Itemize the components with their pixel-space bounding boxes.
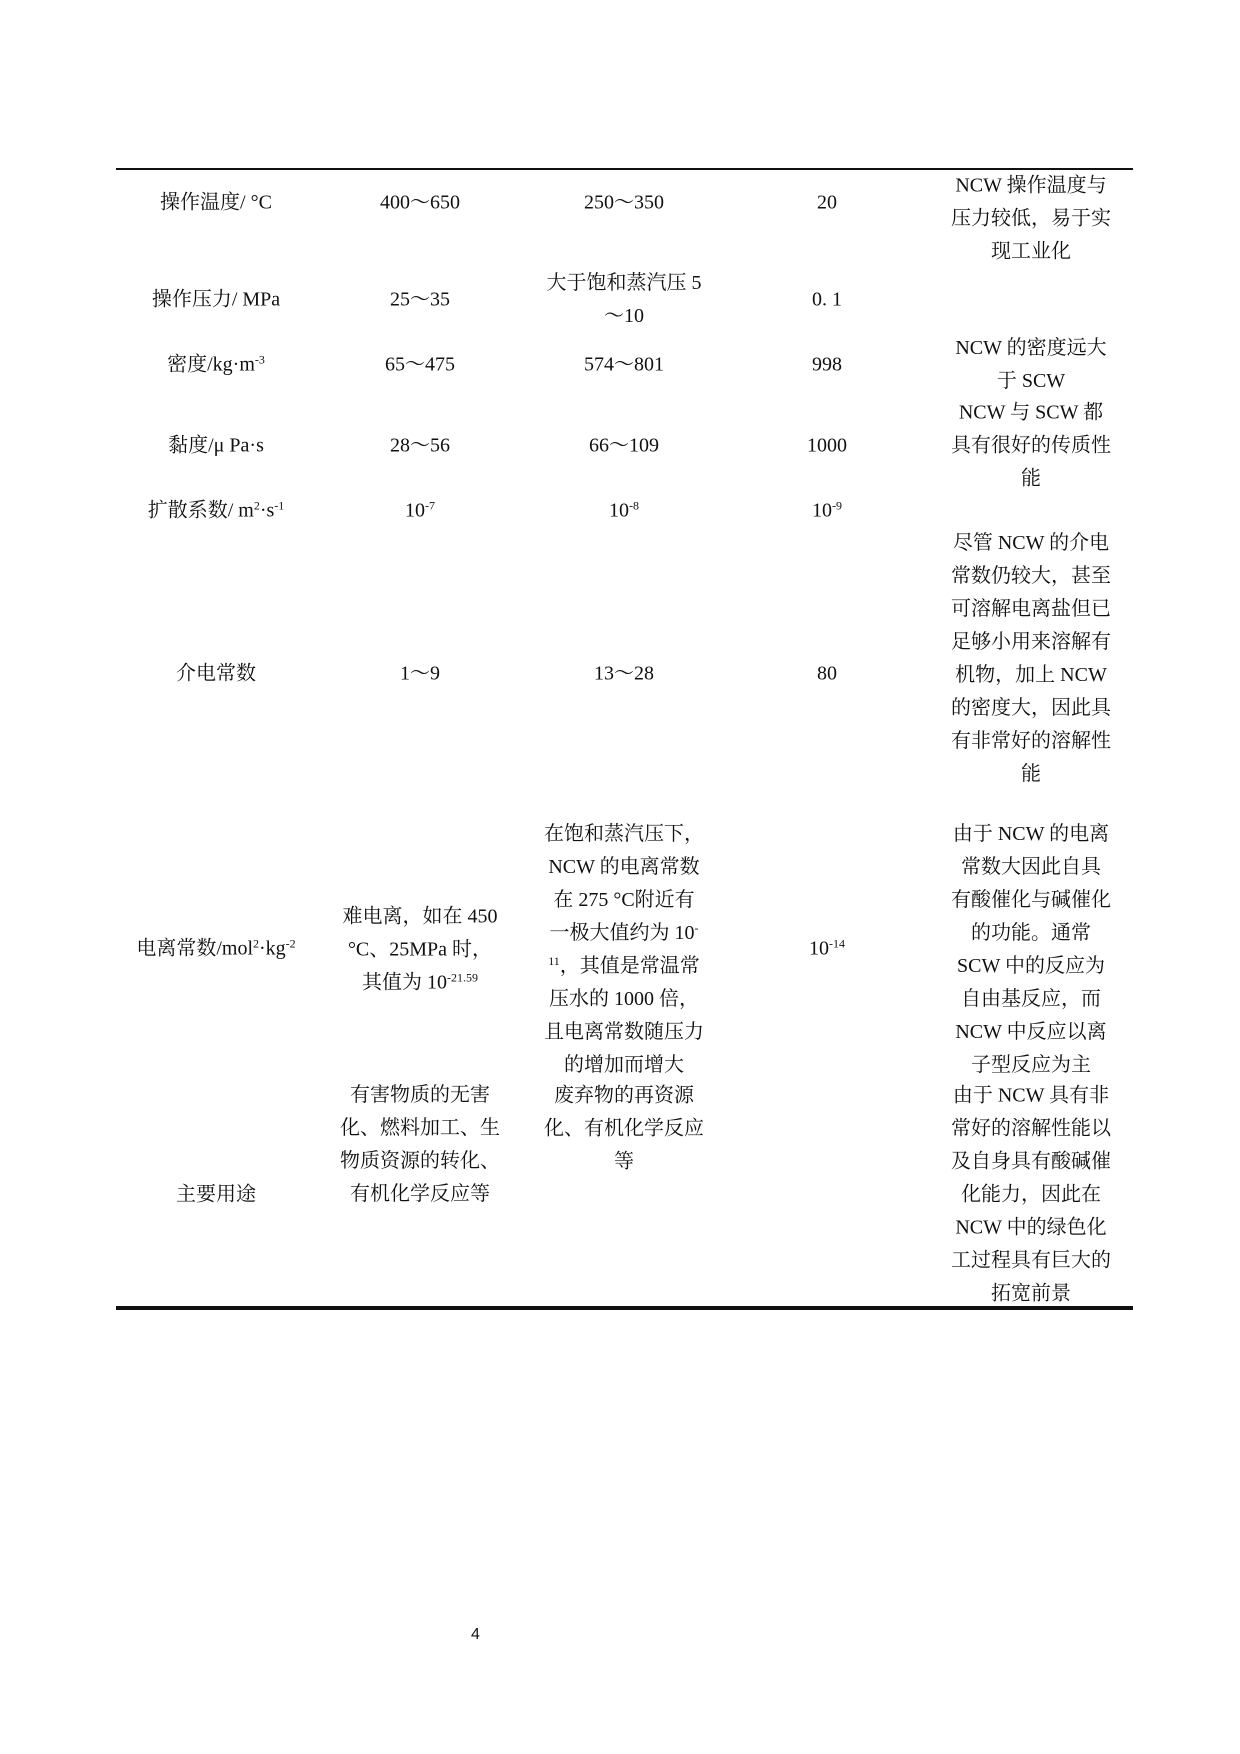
table-cell-remark xyxy=(931,1080,1131,1311)
cell-line xyxy=(320,967,520,1000)
table-cell-scw xyxy=(320,430,520,463)
cell-line xyxy=(320,495,520,528)
cell-line: 有非常好的溶解性 xyxy=(951,730,1111,752)
cell-line: 废弃物的再资源 xyxy=(554,1084,694,1107)
cell-line xyxy=(116,933,316,966)
superscript: -3 xyxy=(254,352,265,367)
text-segment: 电离常数/mol xyxy=(136,937,253,960)
text-segment: 10 xyxy=(609,499,629,522)
superscript: -1 xyxy=(274,498,285,513)
cell-line: 有酸催化与碱催化 xyxy=(951,889,1111,911)
cell-line: 由于 NCW 具有非 xyxy=(952,1084,1110,1107)
cell-line: 13～28 xyxy=(594,662,654,685)
cell-line: 常数大因此自具 xyxy=(961,856,1101,878)
text-segment: ，其值是常温常 xyxy=(559,955,700,977)
superscript: 2 xyxy=(253,498,260,513)
table-cell-scw xyxy=(320,901,520,1000)
text-segment: 10 xyxy=(812,499,832,522)
cell-line: °C、25MPa 时， xyxy=(347,938,493,961)
table-cell-remark xyxy=(931,818,1131,1082)
cell-line xyxy=(727,495,927,528)
cell-line: 工过程具有巨大的 xyxy=(951,1249,1111,1272)
cell-line: 子型反应为主 xyxy=(971,1054,1091,1076)
cell-line: NCW 操作温度与 xyxy=(955,174,1107,197)
cell-line: 574～801 xyxy=(584,353,664,376)
cell-line: 常好的溶解性能以 xyxy=(951,1117,1111,1140)
table-cell-property xyxy=(116,430,316,463)
cell-line: 操作温度/ °C xyxy=(160,191,272,214)
table-cell-remark xyxy=(931,332,1131,398)
table-cell-scw xyxy=(320,284,520,317)
cell-line: 自由基反应，而 xyxy=(961,988,1101,1010)
cell-line: 拓宽前景 xyxy=(991,1282,1071,1305)
cell-line: 且电离常数随压力 xyxy=(544,1021,704,1043)
table-cell-normal-water xyxy=(727,658,927,691)
superscript: -21.59 xyxy=(447,970,478,985)
cell-line: 的密度大，因此具 xyxy=(951,697,1111,719)
cell-line: 在饱和蒸汽压下， xyxy=(544,823,704,845)
table-cell-scw xyxy=(320,495,520,528)
table-cell-scw xyxy=(320,1079,520,1211)
text-segment: 密度/kg·m xyxy=(167,353,255,376)
cell-line xyxy=(524,495,724,528)
cell-line: 能 xyxy=(1021,763,1041,785)
table-cell-property xyxy=(116,933,316,966)
cell-line: 现工业化 xyxy=(991,240,1071,263)
cell-line: 化、有机化学反应 xyxy=(544,1117,704,1140)
text-segment: ·s xyxy=(259,499,275,522)
cell-line: 常数仍较大，甚至 xyxy=(951,565,1111,587)
cell-line: 25～35 xyxy=(390,288,450,311)
table-cell-property xyxy=(116,658,316,691)
cell-line: 压水的 1000 倍， xyxy=(549,988,699,1010)
cell-line: 大于饱和蒸汽压 5 xyxy=(546,272,702,294)
table-cell-remark xyxy=(931,397,1131,496)
cell-line: 化、燃料加工、生 xyxy=(340,1117,500,1139)
cell-line: 黏度/μ Pa·s xyxy=(168,434,264,457)
superscript: -8 xyxy=(629,498,639,513)
table-cell-remark xyxy=(931,527,1131,791)
table-cell-normal-water xyxy=(727,430,927,463)
cell-line: NCW 与 SCW 都 xyxy=(958,401,1104,424)
table-cell-ncw xyxy=(524,1080,724,1179)
cell-line: 具有很好的传质性 xyxy=(951,434,1111,457)
table-cell-property xyxy=(116,187,316,220)
text-segment: 其值为 10 xyxy=(362,971,447,994)
cell-line: 66～109 xyxy=(589,434,659,457)
page-number: 4 xyxy=(471,1626,480,1643)
cell-line: 250～350 xyxy=(584,191,664,214)
cell-line: 物质资源的转化、 xyxy=(340,1150,500,1172)
table-bottom-rule xyxy=(116,1306,1133,1310)
cell-line: 足够小用来溶解有 xyxy=(951,631,1111,653)
table-cell-normal-water xyxy=(727,284,927,317)
superscript: - xyxy=(694,921,699,935)
cell-line: 400～650 xyxy=(380,191,460,214)
text-segment: 扩散系数/ m xyxy=(147,499,254,522)
table-cell-ncw xyxy=(524,349,724,382)
table-cell-property xyxy=(116,349,316,382)
cell-line: 28～56 xyxy=(390,434,450,457)
cell-line xyxy=(524,917,724,950)
cell-line: 有害物质的无害 xyxy=(350,1084,490,1106)
cell-line: 机物，加上 NCW xyxy=(955,664,1107,686)
cell-line: SCW 中的反应为 xyxy=(957,955,1105,977)
table-cell-ncw xyxy=(524,187,724,220)
cell-line: 于 SCW xyxy=(996,370,1066,392)
table-cell-scw xyxy=(320,658,520,691)
text-segment: 一极大值约为 10 xyxy=(549,922,695,944)
table-cell-ncw xyxy=(524,267,724,333)
table-cell-property xyxy=(116,495,316,528)
cell-line: 可溶解电离盐但已 xyxy=(951,598,1111,620)
table-cell-property xyxy=(116,284,316,317)
table-cell-normal-water xyxy=(727,187,927,220)
cell-line: 1000 xyxy=(807,434,847,457)
cell-line: 在 275 °C附近有 xyxy=(553,889,695,911)
superscript: -9 xyxy=(832,498,842,513)
cell-line: 介电常数 xyxy=(176,662,256,685)
cell-line: 压力较低，易于实 xyxy=(951,207,1111,230)
cell-line xyxy=(727,933,927,966)
superscript: 11 xyxy=(548,954,560,968)
cell-line: NCW 中的绿色化 xyxy=(955,1216,1107,1239)
superscript: 2 xyxy=(253,936,259,951)
cell-line xyxy=(524,950,724,983)
cell-line: 由于 NCW 的电离 xyxy=(952,823,1110,845)
cell-line xyxy=(116,349,316,382)
cell-line: NCW 中反应以离 xyxy=(955,1021,1107,1043)
table-cell-ncw xyxy=(524,658,724,691)
cell-line: 化能力，因此在 xyxy=(961,1183,1101,1206)
cell-line: 65～475 xyxy=(385,353,455,376)
cell-line: 的增加而增大 xyxy=(564,1054,684,1076)
cell-line: NCW 的密度远大 xyxy=(955,337,1107,359)
cell-line: 20 xyxy=(817,191,837,214)
cell-line: 等 xyxy=(614,1150,634,1173)
superscript: -7 xyxy=(425,498,435,513)
table-cell-normal-water xyxy=(727,349,927,382)
cell-line: 1～9 xyxy=(400,662,440,685)
cell-line: 操作压力/ MPa xyxy=(151,288,281,311)
table-cell-scw xyxy=(320,187,520,220)
cell-line: 能 xyxy=(1021,467,1041,490)
table-cell-ncw xyxy=(524,430,724,463)
table-cell-scw xyxy=(320,349,520,382)
cell-line: 及自身具有酸碱催 xyxy=(951,1150,1111,1173)
superscript: -14 xyxy=(829,936,845,951)
cell-line: 尽管 NCW 的介电 xyxy=(952,532,1110,554)
superscript: -2 xyxy=(285,936,296,951)
table-cell-ncw xyxy=(524,495,724,528)
cell-line: 难电离，如在 450 xyxy=(342,905,498,928)
cell-line: 0. 1 xyxy=(812,288,842,311)
text-segment: ·kg xyxy=(259,937,286,960)
table-cell-property xyxy=(116,1179,316,1212)
cell-line: 主要用途 xyxy=(176,1183,256,1206)
text-segment: 10 xyxy=(809,937,829,960)
cell-line: 998 xyxy=(812,353,842,376)
table-cell-normal-water xyxy=(727,495,927,528)
cell-line: 的功能。通常 xyxy=(971,922,1091,944)
cell-line: ～10 xyxy=(604,305,644,327)
table-cell-ncw xyxy=(524,818,724,1082)
cell-line xyxy=(116,495,316,528)
cell-line: 80 xyxy=(817,662,837,685)
table-cell-normal-water xyxy=(727,933,927,966)
text-segment: 10 xyxy=(405,499,425,522)
table-cell-remark xyxy=(931,170,1131,269)
cell-line: NCW 的电离常数 xyxy=(548,856,700,878)
cell-line: 有机化学反应等 xyxy=(350,1183,490,1205)
